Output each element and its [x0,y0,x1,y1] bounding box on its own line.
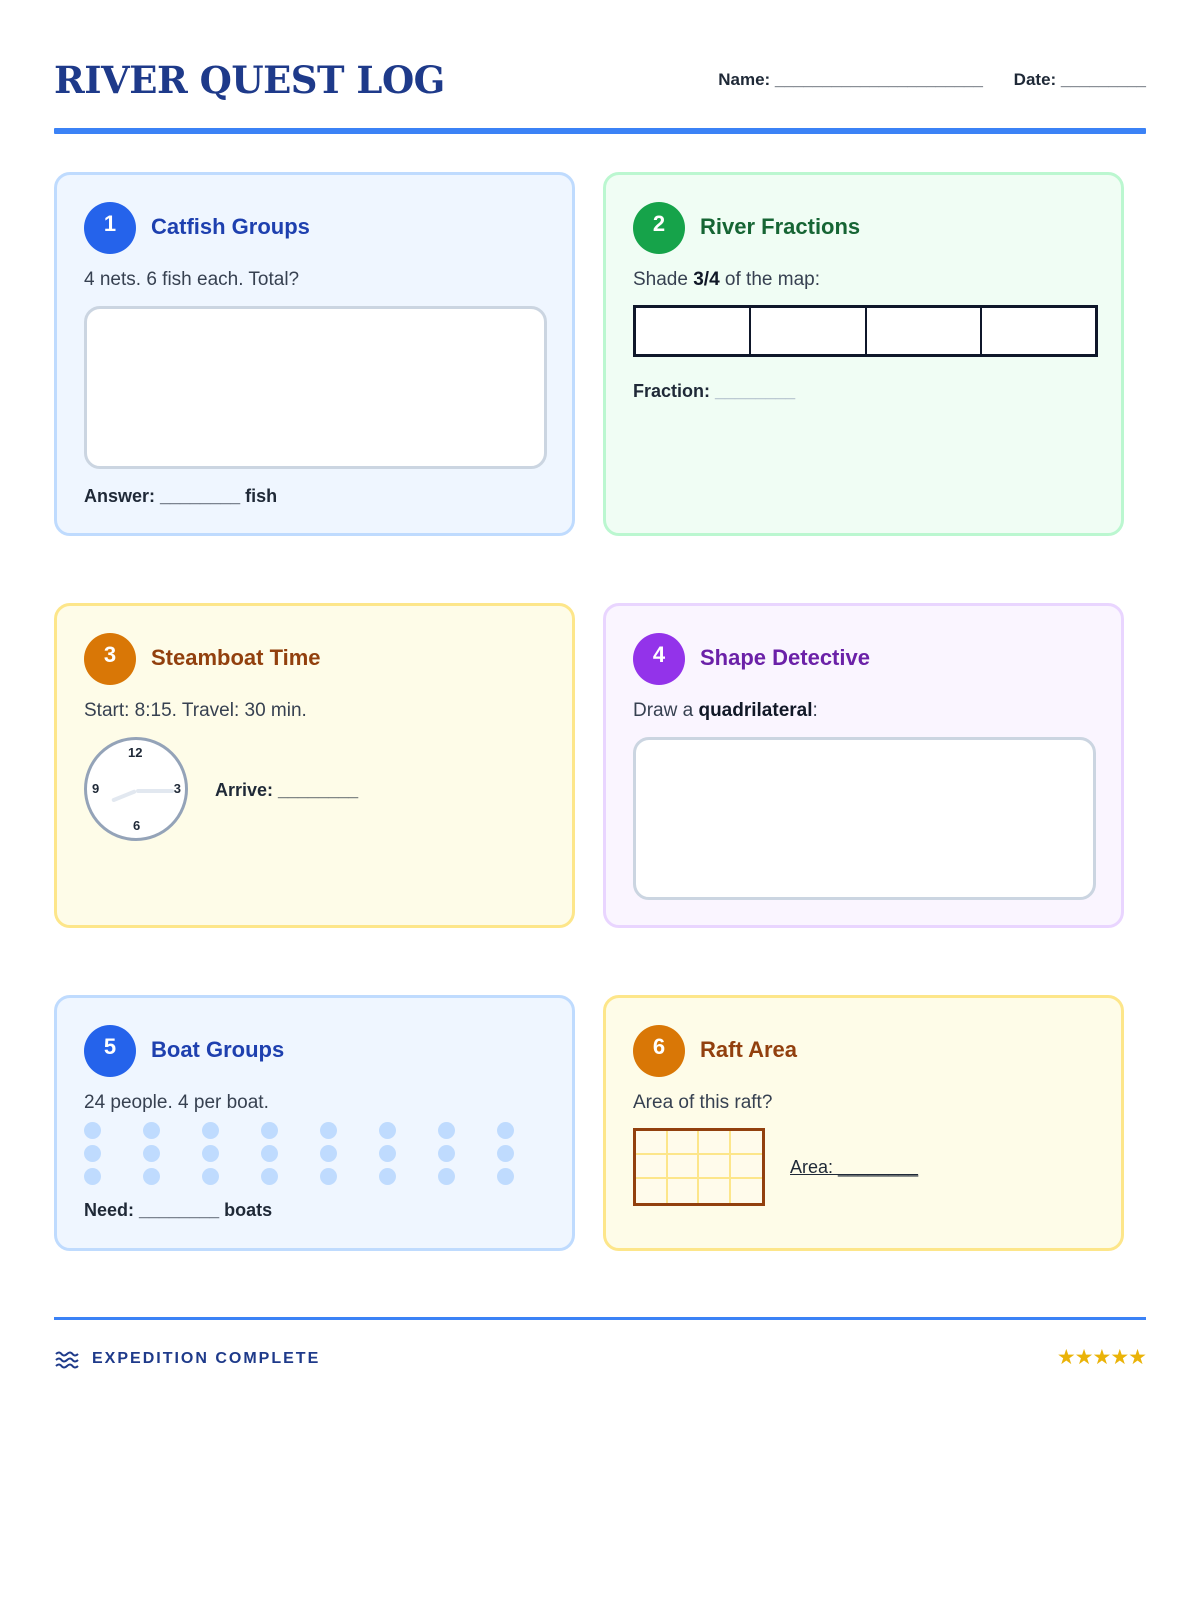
question-prompt: Start: 8:15. Travel: 30 min. [84,700,307,721]
person-dot [143,1145,160,1162]
grid-cell [636,1155,668,1179]
person-dot [261,1122,278,1139]
person-dot [202,1145,219,1162]
person-dot [497,1145,514,1162]
fraction-cell[interactable] [636,308,751,354]
grid-cell [668,1155,700,1179]
card-title: Catfish Groups [151,214,310,239]
question-number-badge: 6 [633,1025,685,1077]
area-answer[interactable]: Area: ________ [790,1157,919,1177]
person-dot [438,1145,455,1162]
person-dot [320,1168,337,1185]
grid-cell [668,1131,700,1155]
card-raft-area [603,995,1124,1251]
card-title: Steamboat Time [151,645,321,670]
grid-cell [731,1131,763,1155]
fraction-map[interactable] [633,305,1098,357]
question-number-badge: 5 [84,1025,136,1077]
grid-cell [731,1179,763,1203]
person-dot [379,1145,396,1162]
clock-number-3: 3 [173,781,181,796]
fraction-cell[interactable] [751,308,866,354]
boats-answer[interactable]: Need: ________ boats [84,1200,273,1220]
clock-number-9: 9 [92,781,100,796]
card-title: Raft Area [700,1037,797,1062]
footer-divider [54,1317,1146,1320]
fraction-label: Fraction: [633,381,711,401]
fraction-blank[interactable]: ________ [715,381,796,401]
question-number-badge: 4 [633,633,685,685]
person-dot [202,1122,219,1139]
person-dot [143,1168,160,1185]
person-dot [143,1122,160,1139]
person-dot [438,1168,455,1185]
rating-stars[interactable]: ★★★★★ [1056,1346,1146,1369]
question-number-badge: 3 [84,633,136,685]
person-dot [320,1122,337,1139]
question-prompt: 4 nets. 6 fish each. Total? [84,269,300,290]
person-dot [84,1145,101,1162]
fraction-cell[interactable] [867,308,982,354]
footer-label: EXPEDITION COMPLETE [92,1350,321,1367]
question-prompt: Shade 3/4 of the map: [633,269,820,290]
grid-cell [731,1155,763,1179]
card-shape-detective [603,603,1124,928]
person-dot [202,1168,219,1185]
person-dot [379,1168,396,1185]
question-prompt: 24 people. 4 per boat. [84,1092,269,1113]
page-title: RIVER QUEST LOG [54,58,445,102]
grid-cell [699,1155,731,1179]
person-dot [84,1168,101,1185]
card-catfish-groups [54,172,575,536]
student-info [718,70,1146,90]
answer-line[interactable]: Answer: ________ fish [84,486,278,506]
raft-grid [633,1128,765,1206]
worksheet-header [54,56,1146,106]
question-prompt: Area of this raft? [633,1092,773,1113]
person-dot [497,1168,514,1185]
clock-number-6: 6 [133,818,141,833]
card-steamboat-time [54,603,575,928]
card-river-fractions [603,172,1124,536]
clock-face [84,737,188,841]
minute-hand [136,789,174,793]
card-title: River Fractions [700,214,861,239]
fraction-cell[interactable] [982,308,1095,354]
waves-icon [54,1349,80,1371]
header-divider [54,128,1146,134]
card-title: Boat Groups [151,1037,285,1062]
person-dot [261,1168,278,1185]
person-dot [379,1122,396,1139]
hour-hand [111,789,137,802]
work-box[interactable] [84,306,547,469]
arrival-answer[interactable]: Arrive: ________ [215,780,359,800]
people-dots [84,1122,524,1188]
fraction-answer[interactable] [633,381,795,402]
person-dot [320,1145,337,1162]
question-number-badge: 1 [84,202,136,254]
grid-cell [636,1131,668,1155]
drawing-box[interactable] [633,737,1096,900]
person-dot [438,1122,455,1139]
question-number-badge: 2 [633,202,685,254]
grid-cell [636,1179,668,1203]
grid-cell [699,1131,731,1155]
person-dot [84,1122,101,1139]
person-dot [497,1122,514,1139]
card-title: Shape Detective [700,645,870,670]
card-boat-groups [54,995,575,1251]
grid-cell [699,1179,731,1203]
question-prompt: Draw a quadrilateral: [633,700,818,721]
grid-cell [668,1179,700,1203]
clock-number-12: 12 [128,745,143,760]
person-dot [261,1145,278,1162]
name-field[interactable]: Name: ______________________ [718,70,983,89]
date-field[interactable]: Date: _________ [1013,70,1146,89]
